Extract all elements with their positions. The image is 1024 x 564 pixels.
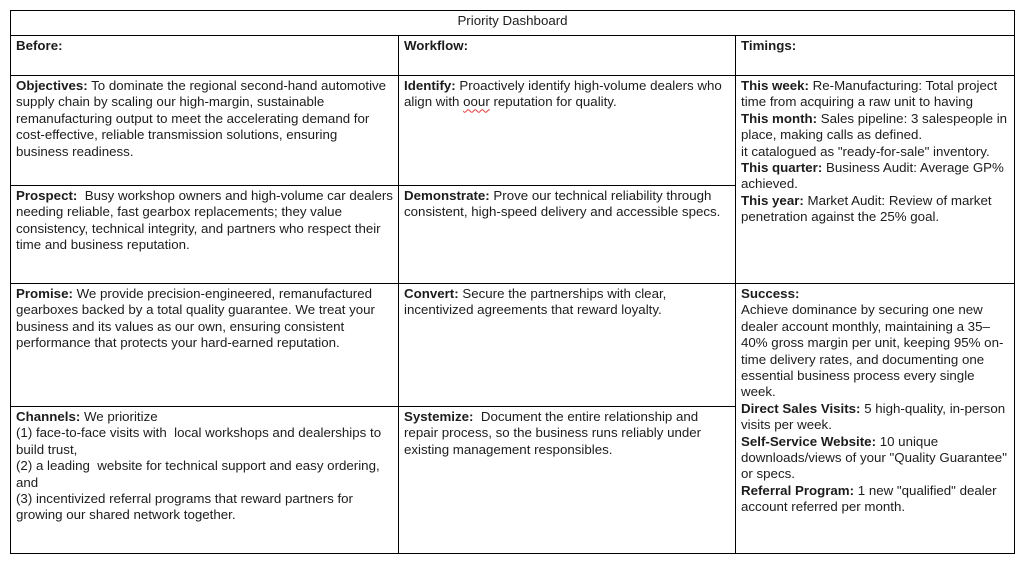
- cell-objectives: [11, 76, 399, 186]
- line-label: Systemize:: [404, 409, 474, 424]
- identify-paragraph: [404, 78, 730, 111]
- line-label: Objectives:: [16, 78, 88, 93]
- cell-promise: [11, 284, 399, 407]
- table-row: [11, 284, 1015, 407]
- line-text: Busy workshop owners and high-volume car dealers needing reliable, fast gearbox replacements; they value consistency, technical integrity, and partners who respect their time and business reputation.: [16, 188, 397, 253]
- line-text: Market Audit: Review of market penetration against the 25% goal.: [741, 192, 996, 225]
- column-header-timings: Timings:: [736, 36, 1015, 76]
- line-text: We prioritize: [80, 409, 158, 424]
- cell-timings-upper: [736, 76, 1015, 284]
- timings-line: [741, 111, 1009, 144]
- cell-identify: [399, 76, 736, 186]
- table-row: [11, 76, 1015, 186]
- line-text: Secure the partnerships with clear, incentivized agreements that reward loyalty.: [404, 286, 671, 318]
- line-label: Prospect:: [16, 188, 78, 203]
- timings-line: [741, 78, 1009, 111]
- channels-line: [16, 409, 393, 425]
- prospect-paragraph: [16, 188, 397, 254]
- demonstrate-paragraph: [404, 188, 730, 221]
- objectives-paragraph: [16, 78, 393, 160]
- priority-dashboard-table: [10, 10, 1015, 554]
- line-label: Success:: [741, 286, 800, 301]
- success-line: [741, 434, 1009, 483]
- line-label: Promise:: [16, 286, 73, 301]
- line-text: reputation for quality.: [489, 94, 617, 110]
- promise-paragraph: [16, 286, 393, 352]
- misspelled-word: oour: [463, 94, 490, 110]
- line-text: 5 high-quality, in-person visits per week.: [741, 400, 1009, 433]
- line-text: (2) a leading website for technical support and easy ordering, and: [16, 458, 384, 490]
- column-header-workflow: Workflow:: [399, 36, 736, 76]
- cell-systemize: [399, 407, 736, 554]
- cell-convert: [399, 284, 736, 407]
- line-label: Demonstrate:: [404, 188, 490, 203]
- systemize-paragraph: [404, 409, 730, 458]
- line-label: Identify:: [404, 78, 456, 93]
- line-label: This quarter:: [741, 160, 823, 176]
- line-text: Proactively identify high-volume dealers who align with: [404, 78, 726, 110]
- cell-channels: [11, 407, 399, 554]
- line-label: Referral Program:: [741, 482, 855, 498]
- line-text: Business Audit: Average GP% achieved.: [741, 160, 1008, 192]
- title-row: [11, 11, 1015, 36]
- channels-line: [16, 491, 393, 524]
- success-line: [741, 286, 1009, 302]
- channels-line: [16, 458, 393, 491]
- timings-line: [741, 160, 1009, 193]
- line-text: Prove our technical reliability through consistent, high-speed delivery and accessible specs.: [404, 188, 721, 220]
- success-line: [741, 401, 1009, 434]
- line-text: (1) face-to-face visits with local workshops and dealerships to build trust,: [16, 425, 385, 457]
- line-text: Document the entire relationship and repair process, so the business runs reliably under existing management responsibles.: [404, 409, 705, 457]
- cell-timings-lower: [736, 284, 1015, 554]
- line-label: This week:: [741, 78, 809, 93]
- line-text: 10 unique downloads/views of your "Quality Guarantee" or specs.: [741, 433, 1011, 482]
- header-row: [11, 36, 1015, 76]
- table-title: Priority Dashboard: [11, 11, 1015, 36]
- column-header-before: Before:: [11, 36, 399, 76]
- line-label: Self-Service Website:: [741, 433, 876, 449]
- line-text: 1 new "qualified" dealer account referred per month.: [741, 482, 1001, 515]
- success-line: [741, 302, 1009, 400]
- line-text: (3) incentivized referral programs that reward partners for growing our shared network together.: [16, 491, 357, 523]
- cell-demonstrate: [399, 186, 736, 284]
- cell-prospect: [11, 186, 399, 284]
- line-text: Re-Manufacturing: Total project time from acquiring a raw unit to having: [741, 78, 1001, 110]
- channels-line: [16, 425, 393, 458]
- line-label: Convert:: [404, 286, 459, 301]
- line-text: To dominate the regional second-hand automotive supply chain by scaling our high-margin, sustainable remanufacturing output to meet the accelerating demand for cost-effective, reliable transmission solutions, ensuring business readiness.: [16, 78, 390, 159]
- line-label: This year:: [741, 192, 804, 208]
- convert-paragraph: [404, 286, 730, 319]
- timings-line: [741, 193, 1009, 226]
- line-text: Sales pipeline: 3 salespeople in place, making calls as defined.: [741, 110, 1011, 143]
- timings-line: [741, 144, 1009, 160]
- success-line: [741, 483, 1009, 516]
- line-text: We provide precision-engineered, remanufactured gearboxes backed by a total quality guarantee. We treat your business and its values as our own, ensuring consistent performance that protects your hard-earned reputation.: [16, 286, 379, 351]
- line-label: This month:: [741, 110, 818, 126]
- line-label: Direct Sales Visits:: [741, 400, 861, 416]
- line-text: it catalogued as "ready-for-sale" inventory.: [741, 143, 990, 159]
- line-text: Achieve dominance by securing one new dealer account monthly, maintaining a 35–40% gross margin per unit, keeping 95% on-time delivery rates, and documenting one essential business process every single week.: [741, 302, 1004, 400]
- line-label: Channels:: [16, 409, 81, 424]
